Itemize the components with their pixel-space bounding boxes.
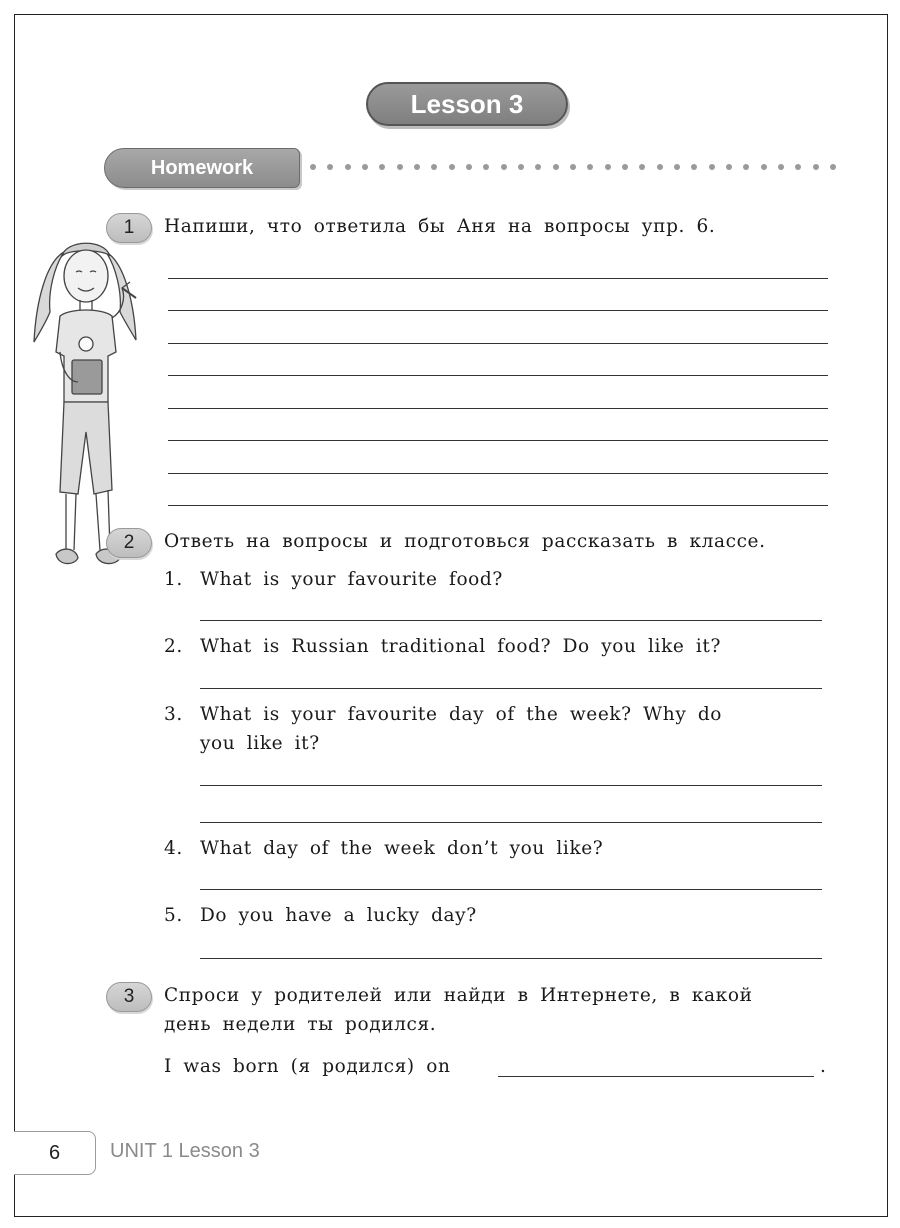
answer-line[interactable] [168, 278, 828, 279]
answer-line[interactable] [168, 473, 828, 474]
answer-line[interactable] [200, 785, 822, 786]
answer-line[interactable] [200, 822, 822, 823]
answer-line[interactable] [168, 310, 828, 311]
question-text: Do you have a lucky day? [200, 905, 477, 926]
task-number-badge: 2 [106, 528, 152, 558]
question-text: What is your favourite food? [200, 569, 503, 590]
answer-line[interactable] [168, 505, 828, 506]
answer-line[interactable] [168, 408, 828, 409]
question-number: 5. [164, 905, 183, 926]
question-text-continued: you like it? [200, 733, 320, 754]
answer-line[interactable] [200, 958, 822, 959]
task2-instruction: Ответь на вопросы и подготовься рассказать в классе. [164, 531, 766, 552]
question-number: 1. [164, 569, 183, 590]
answer-line[interactable] [200, 620, 822, 621]
answer-line[interactable] [200, 889, 822, 890]
task-number-badge: 3 [106, 982, 152, 1012]
dotted-divider [310, 162, 836, 172]
answer-line[interactable] [498, 1076, 814, 1077]
answer-line[interactable] [168, 375, 828, 376]
question-text: What day of the week don’t you like? [200, 838, 604, 859]
task-number-badge: 1 [106, 213, 152, 243]
task1-instruction: Напиши, что ответила бы Аня на вопросы упр. 6. [164, 216, 716, 237]
question-number: 4. [164, 838, 183, 859]
unit-label: UNIT 1 Lesson 3 [110, 1140, 260, 1162]
question-text: What is your favourite day of the week? Why do [200, 704, 723, 725]
answer-suffix: . [820, 1056, 827, 1077]
question-number: 3. [164, 704, 183, 725]
question-text: What is Russian traditional food? Do you like it? [200, 636, 721, 657]
question-number: 2. [164, 636, 183, 657]
answer-prefix: I was born (я родился) on [164, 1056, 451, 1077]
page-number: 6 [14, 1131, 96, 1175]
answer-line[interactable] [168, 440, 828, 441]
answer-line[interactable] [168, 343, 828, 344]
answer-line[interactable] [200, 688, 822, 689]
lesson-title: Lesson 3 [366, 82, 568, 126]
task3-instruction-continued: день недели ты родился. [164, 1014, 437, 1035]
homework-label: Homework [104, 148, 300, 188]
task3-instruction: Спроси у родителей или найди в Интернете, в какой [164, 985, 753, 1006]
page-frame [14, 14, 888, 1217]
